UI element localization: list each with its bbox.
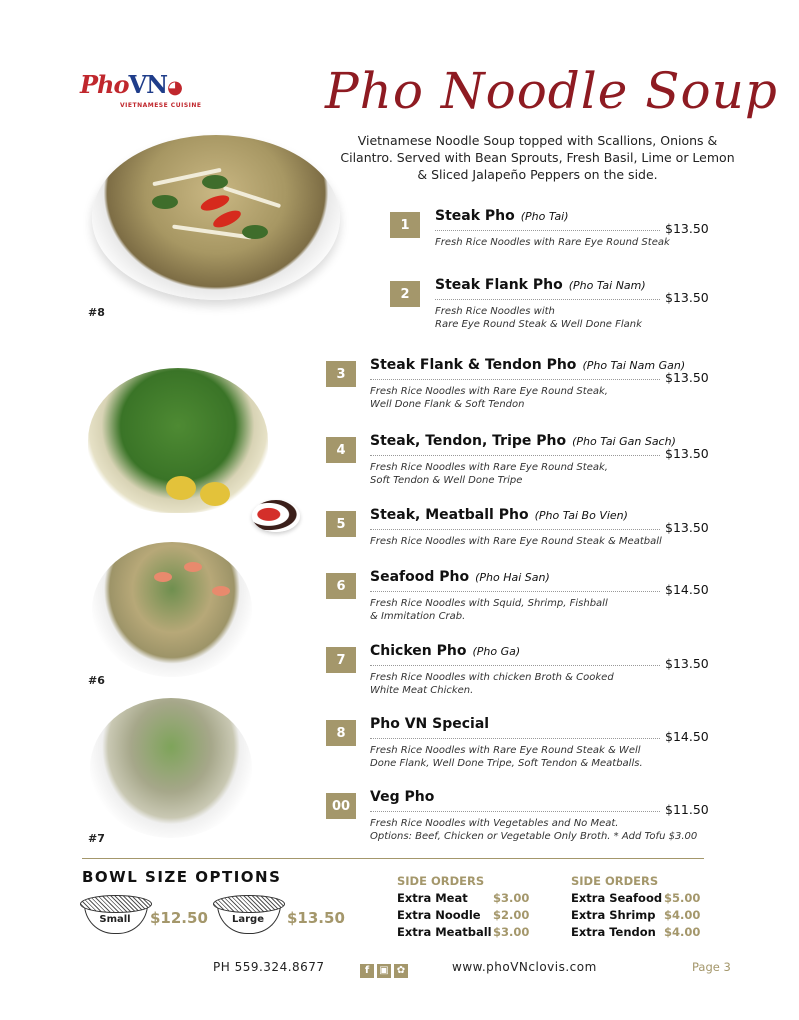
facebook-icon[interactable]: f [360, 964, 374, 978]
item-number-badge: 00 [326, 793, 356, 819]
item-price: $13.50 [665, 290, 709, 305]
item-name [435, 277, 646, 293]
item-title: Veg Pho [370, 789, 435, 805]
side-item-price: $3.00 [493, 925, 530, 939]
pho-bowl-photo-6 [92, 542, 252, 677]
item-title: Steak, Meatball Pho [370, 507, 529, 523]
side-item-price: $4.00 [664, 908, 701, 922]
side-orders-title-1: SIDE ORDERS [397, 874, 485, 888]
side-item-name: Extra Meat [397, 891, 468, 905]
item-name [370, 569, 550, 585]
social-icons [360, 958, 411, 978]
pho-bowl-photo-8 [92, 135, 340, 300]
page-title: Pho Noodle Soup [325, 62, 778, 120]
item-name [370, 789, 434, 805]
item-name [370, 643, 520, 659]
item-name [370, 716, 489, 732]
side-item-name: Extra Noodle [397, 908, 481, 922]
side-item-price: $2.00 [493, 908, 530, 922]
price-leader-dots [370, 455, 660, 456]
sauce-dish-photo [252, 500, 300, 532]
restaurant-logo [80, 70, 210, 115]
item-number-badge: 4 [326, 437, 356, 463]
item-number-badge: 6 [326, 573, 356, 599]
price-leader-dots [435, 230, 660, 231]
small-bowl-icon [80, 895, 150, 937]
side-item-price: $3.00 [493, 891, 530, 905]
small-bowl-price: $12.50 [150, 909, 208, 927]
item-price: $14.50 [665, 582, 709, 597]
item-number-badge: 5 [326, 511, 356, 537]
item-vietnamese-name: (Pho Tai Nam Gan) [582, 359, 686, 372]
item-price: $13.50 [665, 370, 709, 385]
bowl-icon: ◕ [167, 77, 182, 98]
item-number-badge: 3 [326, 361, 356, 387]
item-description: Fresh Rice Noodles with Rare Eye Round Steak [435, 237, 670, 248]
side-orders-title-2: SIDE ORDERS [571, 874, 659, 888]
item-description: Fresh Rice Noodles with Squid, Shrimp, Fishball & Immitation Crab. [370, 598, 608, 622]
item-description: Fresh Rice Noodles with Vegetables and No Meat. Options: Beef, Chicken or Vegetable Only Broth. * Add Tofu $3.00 [370, 818, 698, 842]
side-item-price: $4.00 [664, 925, 701, 939]
item-vietnamese-name: (Pho Tai Nam) [568, 279, 646, 292]
item-title: Chicken Pho [370, 643, 467, 659]
item-price: $14.50 [665, 729, 709, 744]
price-leader-dots [370, 811, 660, 812]
logo-tagline: VIETNAMESE CUISINE [120, 102, 202, 109]
side-item-name: Extra Meatball [397, 925, 492, 939]
item-vietnamese-name: (Pho Ga) [472, 645, 521, 658]
item-price: $13.50 [665, 520, 709, 535]
item-title: Steak, Tendon, Tripe Pho [370, 433, 567, 449]
pho-bowl-photo-7 [90, 698, 252, 838]
item-description: Fresh Rice Noodles with Rare Eye Round Steak & Meatball [370, 536, 662, 547]
item-title: Steak Flank & Tendon Pho [370, 357, 577, 373]
item-title: Pho VN Special [370, 716, 490, 732]
side-item-name: Extra Seafood [571, 891, 663, 905]
item-title: Seafood Pho [370, 569, 470, 585]
item-vietnamese-name: (Pho Tai Bo Vien) [534, 509, 628, 522]
logo-pho-text: Pho [80, 70, 129, 99]
item-number-badge: 1 [390, 212, 420, 238]
item-title: Steak Pho [435, 208, 515, 224]
item-name [370, 433, 676, 449]
item-description: Fresh Rice Noodles with Rare Eye Round Steak & Well Done Flank, Well Done Tripe, Soft Tendon & Meatballs. [370, 745, 643, 769]
side-item-name: Extra Shrimp [571, 908, 656, 922]
price-leader-dots [370, 591, 660, 592]
price-leader-dots [370, 665, 660, 666]
large-bowl-icon [213, 895, 283, 937]
yelp-icon[interactable]: ✿ [394, 964, 408, 978]
phone-number: PH 559.324.8677 [213, 960, 325, 974]
item-title: Steak Flank Pho [435, 277, 563, 293]
item-vietnamese-name: (Pho Tai Gan Sach) [572, 435, 676, 448]
small-bowl-label: Small [99, 914, 131, 925]
price-leader-dots [435, 299, 660, 300]
item-description: Fresh Rice Noodles with Rare Eye Round Steak, Soft Tendon & Well Done Tripe [370, 462, 608, 486]
item-name [370, 357, 685, 373]
item-price: $13.50 [665, 221, 709, 236]
item-number-badge: 7 [326, 647, 356, 673]
item-price: $13.50 [665, 656, 709, 671]
large-bowl-label: Large [232, 914, 264, 925]
item-vietnamese-name: (Pho Hai San) [475, 571, 550, 584]
item-price: $11.50 [665, 802, 709, 817]
side-item-price: $5.00 [664, 891, 701, 905]
item-name [435, 208, 569, 224]
item-price: $13.50 [665, 446, 709, 461]
website-link[interactable]: www.phoVNclovis.com [452, 960, 597, 974]
item-vietnamese-name: (Pho Tai) [520, 210, 569, 223]
bowl-size-title: BOWL SIZE OPTIONS [82, 868, 282, 886]
intro-text: Vietnamese Noodle Soup topped with Scallions, Onions & Cilantro. Served with Bean Sprouts, Fresh Basil, Lime or Lemon & Sliced Jalapeño Peppers on the side. [340, 133, 735, 182]
large-bowl-price: $13.50 [287, 909, 345, 927]
price-leader-dots [370, 738, 660, 739]
item-description: Fresh Rice Noodles with chicken Broth & Cooked White Meat Chicken. [370, 672, 614, 696]
photo-label-6: #6 [88, 674, 105, 687]
price-leader-dots [370, 379, 660, 380]
photo-label-8: #8 [88, 306, 105, 319]
item-number-badge: 2 [390, 281, 420, 307]
instagram-icon[interactable]: ▣ [377, 964, 391, 978]
price-leader-dots [370, 529, 660, 530]
side-item-name: Extra Tendon [571, 925, 656, 939]
page-number: Page 3 [692, 960, 731, 974]
item-description: Fresh Rice Noodles with Rare Eye Round Steak, Well Done Flank & Soft Tendon [370, 386, 608, 410]
item-number-badge: 8 [326, 720, 356, 746]
herb-platter-photo [88, 368, 268, 513]
item-name [370, 507, 628, 523]
photo-label-7: #7 [88, 832, 105, 845]
logo-vn-text: VN [128, 70, 168, 99]
divider [82, 858, 704, 859]
item-description: Fresh Rice Noodles with Rare Eye Round Steak & Well Done Flank [435, 306, 642, 330]
